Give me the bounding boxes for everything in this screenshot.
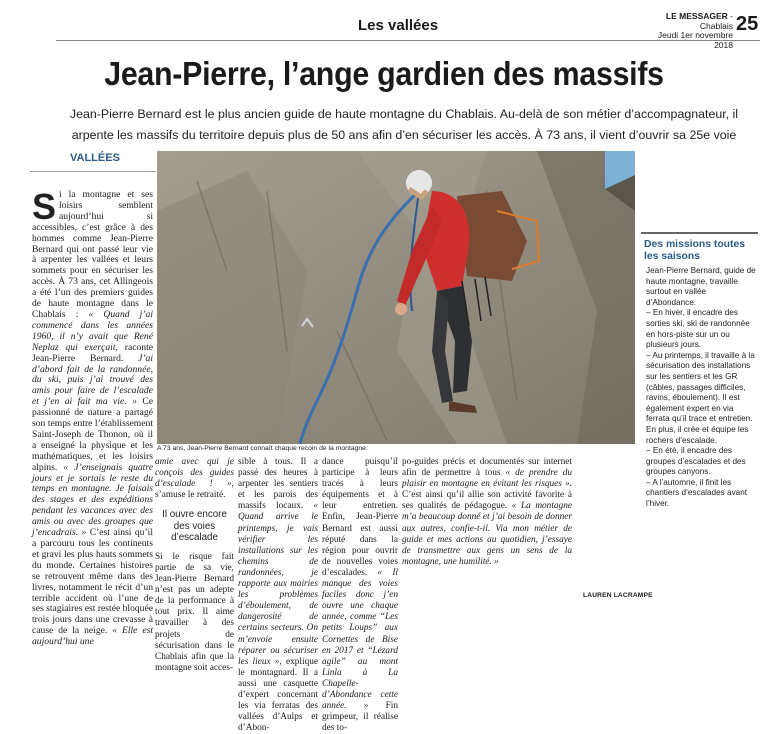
article-column-1: Si la montagne et ses loisirs semblent aujourd’hui si accessibles, c’est grâce à des hommes comme Jean-Pierre Bernard qui ont passé leur vie à arpenter les vallées et leurs sommets pour en sécuriser les accès. À 73 ans, cet Allingeois a été l’un des premiers guides de haute montagne dans le Chablais : « Quand j’ai commencé dans les années 1960, il n’y avait que René Neplaz qui exerçait, raconte Jean-Pierre Bernard. J’ai d’abord fait de la randonnée, du ski, puis j’ai trouvé des amis pour faire de l’escalade et j’en ai fait ma vie. » Ce passionné de nature a partagé son temps entre l’établissement Saint-Joseph de Thonon, où il a enseigné la physique et les mathématiques, et les loisirs alpins. « J’enseignais quatre jours et je sortais le reste du temps en montagne. Je faisais des stages et des expéditions pendant les vacances avec des amis ou avec des groupes que j’encadrais. » C’est ainsi qu’il a parcouru tous les continents et gravi les plus hauts sommets du monde. Certaines histoires se retrouvent même dans des livres, notamment le récit d’un terrible accident où l’une de ses stagiaires est restée bloquée trois jours dans une crevasse à cause de la neige. « Elle est aujourd’hui une (32, 186, 153, 648)
page-number: 25 (736, 13, 759, 35)
article-column-2: amie avec qui je conçois des guides d’escalade ! », s’amuse le retraité. Il ouvre encore des voies d’escalade Si le risque fait partie de sa vie, Jean-Pierre Bernard n’est pas un adepte de la performance à tout prix. Il aime travailler à des projets de sécurisation dans le Chablais afin que la montagne soit acces- (155, 457, 234, 673)
article-column-4: dance puisqu’il participe à leurs tracés à leurs équipements et à leur entretien. Enfin, Jean-Pierre Bernard est aussi réputé dans la région pour ouvrir de nouvelles voies d’escalades. « Il manque des voies faciles donc j’en ouvre une chaque année, comme “Les petits Loups” aux Cornettes de Bise en 2017 et “Lézard agile” au mont Linla à La Chapelle-d’Abondance cette année. » Fin grimpeur, il réalise des to- (322, 457, 398, 734)
paper-name: LE MESSAGER (665, 11, 728, 21)
article-author: LAUREN LACRAMPE (583, 592, 653, 599)
sidebar-item: – En hiver, il encadre des sorties ski, ski de randonnée en hors-piste sur un ou plusieurs jours. (646, 308, 750, 350)
sidebar-body (646, 266, 758, 510)
photo-caption: A 73 ans, Jean-Pierre Bernard connaît chaque recoin de la montagne. (157, 445, 368, 452)
sidebar-title: Des missions toutes les saisons (644, 239, 746, 262)
drop-cap: S (32, 186, 57, 227)
issue-date: Jeudi 1er novembre 2018 (657, 30, 733, 50)
sidebar-item: – A l’automne, il finit les chantiers d’escalades avant l’hiver. (646, 477, 748, 509)
rubric-rule (30, 171, 156, 172)
article-lede: Jean-Pierre Bernard est le plus ancien guide de haute montagne du Chablais. Au-delà de son métier d’accompagnateur, il arpente les massifs du territoire depuis plus de 50 ans afin d’en sécuriser les accès. À 73 ans, il vient d’ouvrir sa 25e voie (69, 107, 739, 142)
masthead: LE MESSAGER - Chablais Jeudi 1er novembre 2018 (657, 11, 733, 50)
climber-photo-illustration (157, 151, 635, 444)
article-title: Jean-Pierre, l’ange gardien des massifs (104, 55, 664, 92)
sidebar-rule (641, 232, 758, 234)
article-column-5: po-guides précis et documentés sur internet afin de permettre à tous « de prendre du plaisir en montagne en évitant les risques ». C’est ainsi qu’il allie son activité favorite à ses qualités de pédagogue. « La montagne m’a beaucoup donné et j’ai besoin de donner aux autres, confie-t-il. Via mon métier de guide et mes actions au quotidien, j’essaye de transmettre aux gens un sens de la montagne, une humilité. » (402, 457, 573, 567)
section-label: Les vallées (358, 17, 439, 34)
sidebar-item: – En été, il encadre des groupes d’escalades et des groupes canyons. (646, 446, 746, 477)
climber-photo (157, 151, 635, 444)
rubric-label: VALLÉES (70, 152, 120, 164)
article-subhead: Il ouvre encore des voies d’escalade (162, 509, 227, 544)
article-column-3: sible à tous. Il a passé des heures à arpenter les sentiers et les parois des massifs locaux. « Quand arrive le printemps, je vais vérifier les installations sur les chemins de randonnées, je rapporte aux mairies les problèmes d’éboulement, de dangerosité de certains secteurs. On m’envoie ensuite réparer ou sécuriser les lieux », explique le montagnard. Il a aussi une casquette d’expert concernant les via ferratas des vallées d’Aulps et d’Abon- (238, 457, 318, 734)
paper-edition: Chablais (699, 20, 733, 31)
sidebar-item: Jean-Pierre Bernard, guide de haute montagne, travaille surtout en vallée d’Abondance. (646, 266, 756, 307)
sidebar-item: – Au printemps, il travaille à la sécurisation des installations sur les sentiers et les GR (câbles, passages difficiles, ravins, éboulement). Il est également expert en via ferrata qu’il trace et entretien. En plus, il crée et équipe les rochers d’escalade. (646, 350, 755, 445)
